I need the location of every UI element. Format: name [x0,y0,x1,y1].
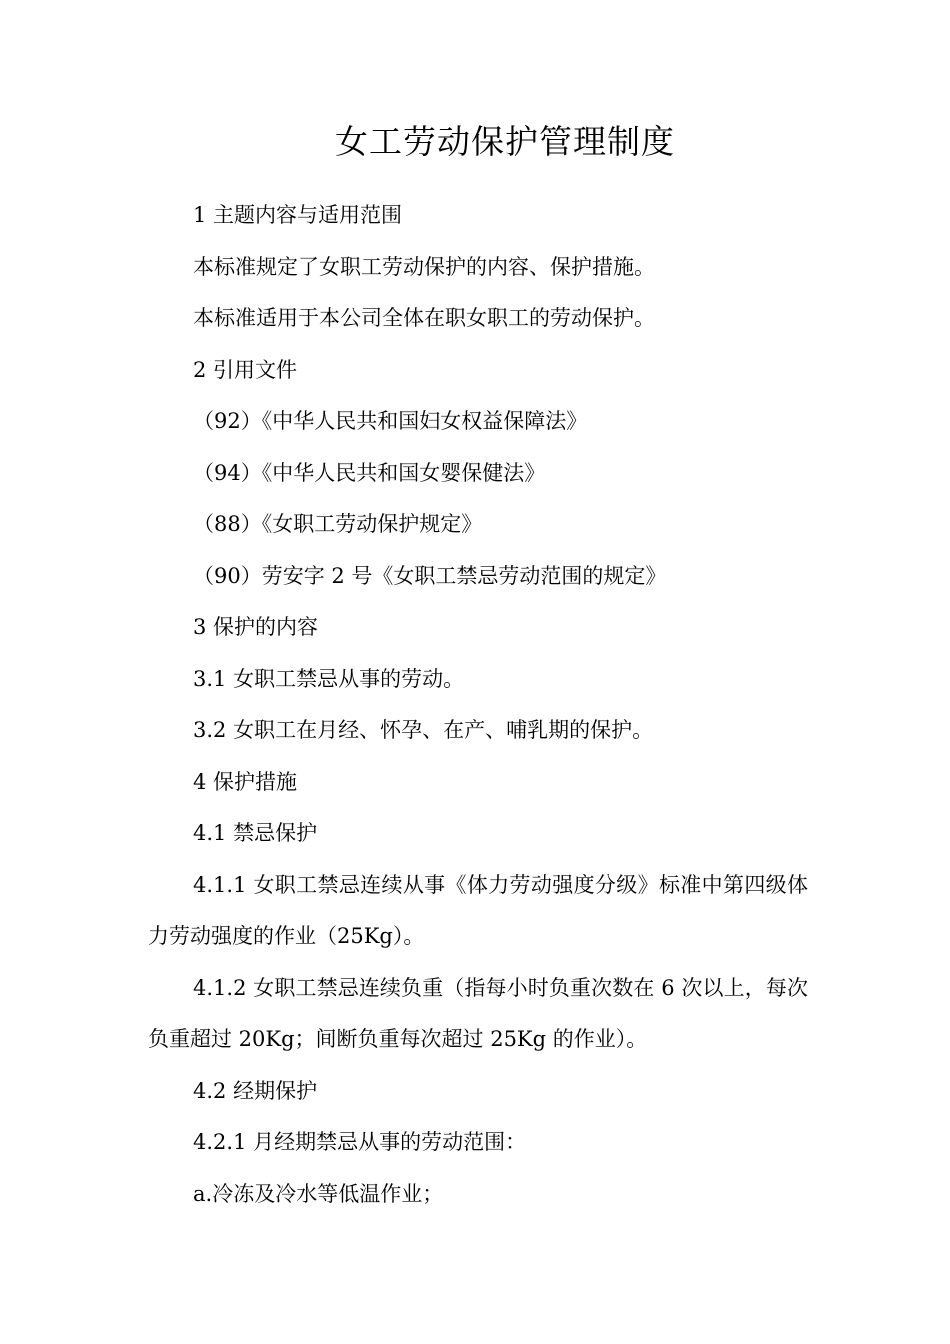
reference-item: （92）《中华人民共和国妇女权益保障法》 [193,409,588,433]
section-heading-1: 1 主题内容与适用范围 [193,203,403,227]
clause-4-2-1: 4.2.1 月经期禁忌从事的劳动范围： [193,1130,527,1154]
clause-3-2: 3.2 女职工在月经、怀孕、在产、哺乳期的保护。 [193,718,654,742]
clause-4-1-2: 4.1.2 女职工禁忌连续负重（指每小时负重次数在 6 次以上，每次负重超过 20Kg；间断负重每次超过 25Kg 的作业）。 [148,975,808,1051]
clause-3-1: 3.1 女职工禁忌从事的劳动。 [193,666,465,691]
clause-4-1: 4.1 禁忌保护 [193,821,318,845]
reference-item: （88）《女职工劳动保护规定》 [193,512,483,536]
paragraph-scope-content: 本标准规定了女职工劳动保护的内容、保护措施。 [193,254,655,279]
document-body [148,190,808,1220]
section-heading-2: 2 引用文件 [193,357,298,382]
section-heading-4: 4 保护措施 [193,769,298,794]
list-item-a: a.冷冻及冷水等低温作业； [193,1181,444,1206]
paragraph-scope-applicability: 本标准适用于本公司全体在职女职工的劳动保护。 [193,306,655,330]
clause-4-2: 4.2 经期保护 [193,1078,318,1103]
clause-4-1-1: 4.1.1 女职工禁忌连续从事《体力劳动强度分级》标准中第四级体力劳动强度的作业（25Kg）。 [148,872,808,948]
section-heading-3: 3 保护的内容 [193,615,319,639]
reference-item: （94）《中华人民共和国女婴保健法》 [193,460,546,485]
document-title: 女工劳动保护管理制度 [335,122,675,161]
reference-item: （90）劳安字 2 号《女职工禁忌劳动范围的规定》 [193,563,667,588]
